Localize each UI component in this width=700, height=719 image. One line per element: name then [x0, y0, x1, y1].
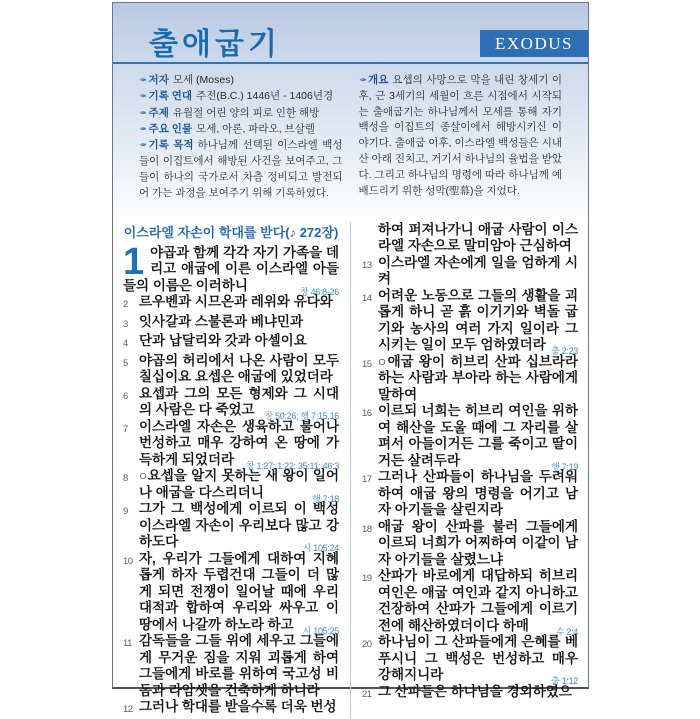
intro-label: ✒ 주요 인물	[139, 123, 192, 135]
verse	[123, 385, 339, 422]
intro-text: 유월절 어린 양의 피로 인한 해방	[172, 106, 320, 119]
intro-item	[139, 89, 343, 105]
verse-text: 요셉과 그의 모든 형제와 그 시대의 사람은 다 죽었고 창 50:26; 행 7:15,16	[139, 386, 339, 419]
title-row	[113, 3, 588, 64]
verse-text: 그러나 학대를 받을수록 더욱 번성	[139, 699, 337, 715]
book-title-korean: 출애굽기	[149, 28, 281, 61]
verse-number: 2	[123, 299, 128, 311]
verse-text: 자, 우리가 그들에게 대하여 지혜롭게 하자 두렵건대 그들이 더 많게 되면 전쟁이 일어날 때에 우리 대적과 합하여 우리와 싸우고 이 땅에서 나갈까 하노라 하고 시 105:25	[139, 551, 339, 634]
pen-icon: ✒	[139, 140, 147, 151]
verse-number: 9	[123, 506, 128, 518]
intro-label: ✒ 주제	[139, 107, 169, 119]
pen-icon: ✒	[139, 91, 147, 102]
verse-text: 르우벤과 시므온과 레위와 유다와	[139, 294, 333, 310]
intro-text: 하나님께 선택된 이스라엘 백성들이 이집트에서 해방된 사건을 보여주고, 그들이 하나의 국가로서 차츰 정비되고 발전되어 가는 과정을 보여주기 위해 기록하였다.	[139, 139, 343, 199]
intro-label: ✒ 개요	[359, 74, 389, 86]
verse	[123, 419, 339, 469]
verse-text: ○애굽 왕이 히브리 산파 십브라라 하는 사람과 부아라 하는 사람에게 말하여	[378, 353, 578, 402]
verse-text: 산파가 바로에게 대답하되 히브리 여인은 애굽 여인과 같지 아니하고 건장하여 산파가 그들에게 이르기 전에 해산하였더이다 하매 수 2:4	[378, 568, 578, 634]
verse-text: 감독들을 그들 위에 세우고 그들에게 무거운 짐을 지워 괴롭게 하여 그들에게 바로를 위하여 국고성 비돔과 라암셋을 건축하게 하니라	[139, 633, 339, 698]
section-heading: 이스라엘 자손이 학대를 받다(♪ 272장)	[123, 224, 339, 240]
verse	[123, 699, 339, 719]
verse	[362, 568, 578, 637]
verse-number: 17	[362, 474, 372, 486]
intro-text: 모세 (Moses)	[172, 74, 234, 86]
verse-number: 16	[362, 408, 372, 420]
verse-number: 20	[362, 639, 372, 651]
verse-text: 1 야곱과 함께 각각 자기 가족을 데리고 애굽에 이른 이스라엘 아들들의 이름은 이러하니 창 46:8-26	[123, 245, 339, 295]
scripture-left-column	[123, 222, 350, 719]
scripture-right-column	[350, 222, 578, 719]
cross-reference: 수 2:4	[555, 626, 578, 637]
verse	[362, 684, 578, 704]
verse	[362, 255, 578, 288]
verse-number: 13	[362, 259, 372, 271]
verse-text: 잇사갈과 스불론과 베냐민과	[139, 313, 303, 329]
verse-number: 7	[123, 423, 128, 435]
verse-number: 14	[362, 292, 372, 304]
verse-text: 단과 납달리와 갓과 아셀이요	[139, 333, 307, 349]
verse	[123, 551, 339, 634]
intro-text: 주전(B.C.) 1446년 - 1406년경	[196, 90, 334, 103]
verse-number: 18	[362, 523, 372, 535]
cross-reference: 출 2:23	[551, 346, 578, 357]
verse-text: 이스라엘 자손에게 일을 엄하게 시켜	[378, 254, 578, 287]
verse	[123, 333, 339, 353]
cross-reference: 시 105:24	[302, 543, 339, 554]
verse-number: 4	[123, 338, 128, 350]
verse-text: 하나님이 그 산파들에게 은혜를 베푸시니 그 백성은 번성하고 매우 강해지니라 출 1:12	[378, 634, 578, 684]
verse	[362, 354, 578, 404]
intro-item	[139, 106, 343, 122]
verse-number: 11	[123, 638, 132, 650]
intro-item	[139, 122, 343, 138]
page-header	[113, 3, 588, 216]
verse-text: ○요셉을 알지 못하는 새 왕이 일어나 애굽을 다스리더니 행 7:18	[139, 468, 339, 501]
verse	[123, 501, 339, 554]
cross-reference: 행 7:18	[312, 493, 339, 504]
verse-number: 8	[123, 473, 128, 485]
book-introduction	[113, 64, 588, 216]
verse	[362, 469, 578, 519]
verse	[123, 353, 339, 386]
book-title-english-badge: EXODUS	[480, 30, 588, 57]
verse-text: 이르되 너희는 히브리 여인을 위하여 해산을 도울 때에 그 자리를 살펴서 아들이거든 그를 죽이고 딸이거든 살려두라 행 7:19	[378, 403, 578, 469]
intro-label: ✒ 기록 연대	[139, 90, 192, 102]
intro-label: ✒ 기록 목적	[139, 139, 194, 151]
verse	[123, 314, 339, 334]
intro-text: 요셉의 사망으로 막을 내린 창세기 이후, 근 3세기의 세월이 흐른 시점에서 시작되는 출애굽기는 하나님께서 모세를 통해 자기 백성을 이집트의 종살이에서 해방시키신 이야기다. 출애굽 이후, 이스라엘 백성들은 시내 산 아래 진치고, 거기서 하나님의 율법을 받았다. 그리고 하나님의 명령에 따라 하나님께 예배드리기 위한 성막(聖幕)을 지었다.	[358, 74, 562, 197]
cross-reference: 시 105:25	[302, 625, 339, 636]
cross-reference: 창 50:26; 행 7:15,16	[264, 411, 339, 422]
verse-text: 이스라엘 자손은 생육하고 불어나 번성하고 매우 강하여 온 땅에 가득하게 되었더라 창 1:27; 1:22; 35:11; 46:3	[139, 419, 339, 469]
verse-number: 21	[362, 688, 372, 700]
verse-text: 애굽 왕이 산파를 불러 그들에게 이르되 너희가 어찌하여 이같이 남자 아기들을 살렸느냐	[378, 518, 578, 567]
pen-icon: ✒	[139, 123, 147, 134]
verse-number: 15	[362, 358, 372, 370]
verse-text: 그러나 산파들이 하나님을 두려워하여 애굽 왕의 명령을 어기고 남자 아기들을 살린지라	[378, 469, 578, 518]
cross-reference: 창 46:8-26	[299, 286, 339, 297]
verse-number: 3	[123, 318, 128, 330]
verse-number	[362, 222, 378, 255]
intro-right-column	[359, 73, 563, 202]
verse-number: 5	[123, 357, 128, 369]
verse-number: 10	[123, 555, 133, 567]
intro-left-column	[139, 73, 343, 202]
pen-icon: ✒	[139, 75, 147, 85]
verse-number: 6	[123, 390, 128, 402]
pen-icon: ✒	[358, 75, 367, 85]
verse-text: 그가 그 백성에게 이르되 이 백성 이스라엘 자손이 우리보다 많고 강하도다 시 105:24	[139, 501, 339, 551]
cross-reference: 행 7:19	[551, 461, 578, 472]
intro-item	[139, 138, 343, 201]
verse	[123, 240, 339, 297]
verse-text: 하여 퍼져나가니 애굽 사람이 이스라엘 자손으로 말미암아 근심하여	[378, 221, 578, 254]
pen-icon: ✒	[139, 107, 147, 118]
verse	[362, 287, 578, 357]
verse	[362, 403, 578, 472]
verse-text: 그 산파들은 하나님을 경외하였으	[378, 683, 572, 699]
cross-reference: 출 1:12	[551, 676, 578, 687]
verse	[362, 519, 578, 569]
cross-reference: 창 1:27; 1:22; 35:11; 46:3	[245, 460, 339, 471]
intro-label: ✒ 저자	[139, 74, 169, 86]
intro-item	[359, 73, 563, 199]
verse-text: 야곱의 허리에서 나온 사람이 모두 칠십이요 요셉은 애굽에 있었더라	[139, 352, 339, 385]
verse	[362, 222, 578, 255]
verse-number: 12	[123, 704, 133, 716]
intro-item	[139, 73, 343, 89]
verse-text: 어려운 노동으로 그들의 생활을 괴롭게 하니 곧 흙 이기기와 벽돌 굽기와 농사의 여러 가지 일이라 그 시키는 일이 모두 엄하였더라 출 2:23	[378, 288, 578, 354]
scripture-area	[113, 216, 588, 719]
intro-text: 모세, 아론, 파라오, 브살렐	[196, 122, 315, 135]
verse	[123, 633, 339, 699]
bible-book-page	[112, 2, 589, 716]
verse	[362, 634, 578, 687]
verse-number: 19	[362, 573, 372, 585]
chapter-number: 1	[123, 240, 145, 283]
